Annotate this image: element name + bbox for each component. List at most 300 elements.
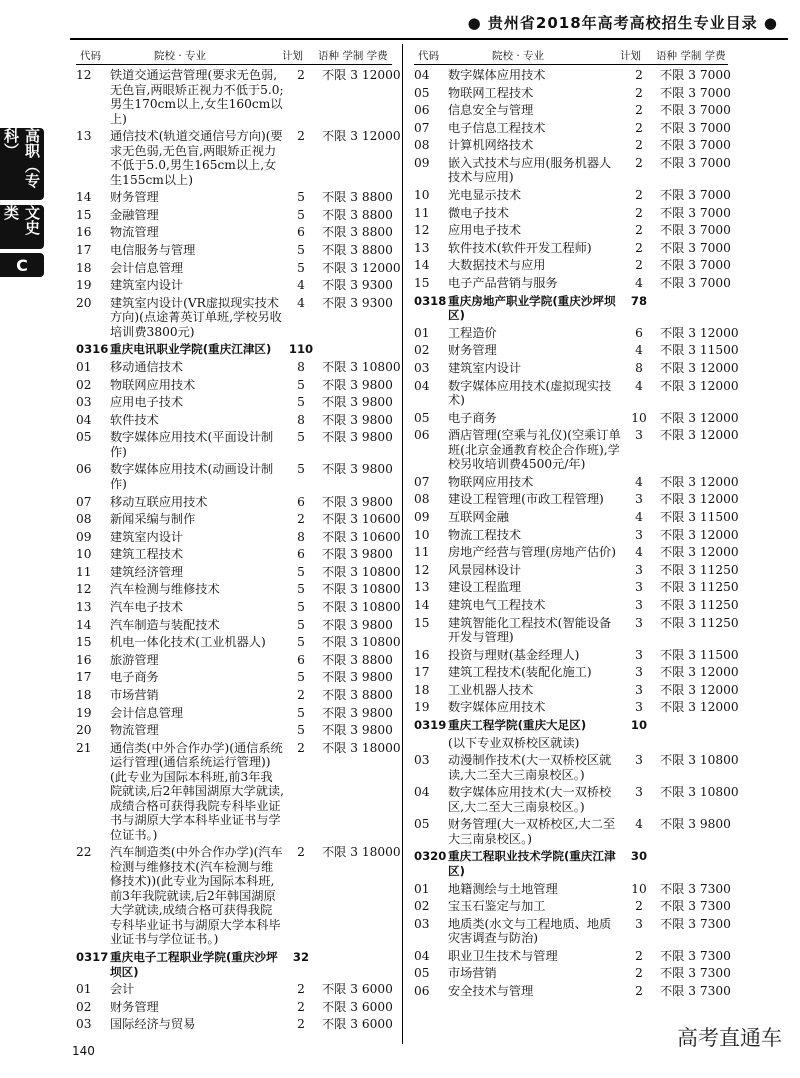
row-plan: 2 [635, 258, 643, 273]
row-name: 物联网工程技术 [448, 85, 534, 100]
row-name: 汽车检测与维修技术 [110, 582, 220, 597]
row-code: 02 [76, 999, 92, 1014]
row-info: 不限 3 9800 [322, 377, 393, 392]
major-row [414, 509, 739, 525]
row-info: 不限 3 9800 [322, 395, 393, 410]
major-row [414, 120, 731, 136]
row-info: 不限 3 9800 [322, 494, 393, 509]
row-name: 通信类(中外合作办学)(通信系统运行管理(通信系统运行管理))(此专业为国际本科班,前3年我院就读,后2年韩国湖原大学就读,成绩合格可获得我院专科毕业证书与湖原大学本科毕业证书与学位证书。) [110, 740, 284, 842]
row-info: 不限 3 12000 [660, 325, 739, 340]
row-plan: 6 [635, 325, 643, 340]
row-info: 不限 3 11500 [660, 647, 739, 662]
row-info: 不限 3 10800 [660, 753, 739, 768]
row-name: 酒店管理(空乘与礼仪)(空乘订单班(北京金通教育校企合作班),学校另收培训费4500元/年) [448, 428, 621, 472]
row-info: 不限 3 8800 [322, 688, 393, 703]
row-name: 市场营销 [110, 688, 159, 703]
row-code: 14 [414, 258, 430, 273]
row-info: 不限 3 12000 [660, 428, 739, 443]
row-plan: 10 [630, 718, 648, 732]
row-code: 03 [76, 1017, 92, 1032]
row-info: 不限 3 10600 [322, 512, 401, 527]
major-row [76, 462, 392, 491]
note-row [414, 736, 728, 751]
row-plan: 2 [297, 845, 305, 860]
row-plan: 2 [635, 948, 643, 963]
row-plan: 2 [297, 999, 305, 1014]
row-code: 08 [414, 138, 430, 153]
major-row [414, 597, 739, 613]
school-row [414, 294, 728, 323]
row-code: 15 [414, 276, 430, 291]
row-code: 08 [414, 492, 430, 507]
major-row [414, 360, 739, 376]
major-row [76, 706, 392, 721]
watermark: 高考直通车 [677, 1026, 782, 1050]
header-rule [70, 38, 788, 40]
row-name: 物流管理 [110, 723, 159, 738]
major-row [414, 682, 739, 698]
row-plan: 4 [297, 278, 305, 293]
row-plan: 5 [297, 207, 305, 222]
right-column [414, 48, 739, 1002]
row-info: 不限 3 12000 [322, 68, 401, 82]
major-row [414, 785, 739, 814]
row-plan: 5 [297, 395, 305, 410]
row-plan: 3 [635, 562, 643, 577]
right-column-header [414, 48, 728, 65]
row-name: 应用电子技术 [448, 223, 522, 238]
row-plan: 2 [635, 103, 643, 118]
major-row [414, 103, 731, 118]
row-name: 电子信息工程技术 [448, 120, 546, 135]
row-info: 不限 3 7000 [660, 138, 731, 153]
school-row [414, 718, 728, 733]
major-row [76, 1017, 392, 1032]
major-row [414, 138, 731, 153]
major-row [76, 296, 392, 340]
row-plan: 2 [635, 85, 643, 100]
row-info: 不限 3 12000 [322, 129, 401, 144]
row-plan: 2 [297, 1017, 305, 1032]
row-plan: 10 [631, 410, 647, 425]
major-row [414, 155, 731, 185]
row-plan: 2 [635, 223, 643, 238]
row-plan: 5 [297, 582, 305, 597]
row-plan: 5 [297, 564, 305, 579]
row-name: 物流管理 [110, 225, 159, 240]
row-plan: 2 [297, 68, 305, 82]
row-name: 会计 [110, 982, 135, 997]
row-info: 不限 3 7000 [660, 205, 731, 220]
page-number: 140 [72, 1044, 95, 1058]
row-code: 03 [414, 916, 430, 931]
row-name: 应用电子技术 [110, 395, 184, 410]
row-plan: 5 [297, 670, 305, 685]
row-info: 不限 3 7000 [660, 85, 731, 100]
major-row [414, 881, 731, 897]
row-name: 汽车电子技术 [110, 600, 184, 615]
row-plan: 5 [297, 723, 305, 738]
row-plan: 3 [635, 527, 643, 542]
row-info: 不限 3 11500 [660, 343, 739, 358]
major-row [414, 205, 731, 221]
row-info: 不限 3 7000 [660, 188, 731, 203]
left-list [76, 68, 401, 1032]
major-row [76, 278, 392, 293]
row-name: 电信服务与管理 [110, 242, 196, 257]
row-plan: 4 [635, 817, 643, 832]
row-name: 财务管理 [110, 999, 159, 1014]
major-row [76, 495, 392, 510]
row-info: 不限 3 10800 [322, 359, 401, 374]
row-name: 物联网应用技术 [110, 377, 196, 392]
major-row [414, 899, 731, 914]
row-name: 建筑室内设计(VR虚拟现实技术方向)(点途菁英订单班,学校另收培训费3800元) [110, 295, 282, 339]
row-code: 12 [414, 223, 430, 238]
row-name: 财务管理 [110, 190, 159, 205]
row-plan: 4 [297, 295, 305, 310]
major-row [76, 378, 392, 393]
row-info: 不限 3 6000 [322, 982, 393, 997]
row-info [318, 950, 392, 979]
row-info: 不限 3 18000 [322, 740, 401, 755]
row-code: 11 [414, 205, 430, 220]
row-code: 01 [414, 325, 430, 340]
row-plan: 4 [635, 545, 643, 560]
row-plan: 2 [297, 129, 305, 144]
header-plan: 计划 [282, 50, 303, 62]
row-code: 01 [76, 982, 92, 997]
row-code: 09 [76, 529, 92, 544]
header-info: 语种 学制 学费 [656, 50, 726, 62]
row-plan: 5 [297, 635, 305, 650]
row-name: 建设工程管理(市政工程管理) [448, 492, 604, 507]
row-info [656, 718, 728, 733]
row-info: 不限 3 9800 [322, 462, 393, 477]
row-plan: 2 [635, 188, 643, 203]
row-code: 04 [414, 785, 430, 800]
side-tab-letter: C [0, 253, 44, 277]
row-info: 不限 3 7300 [660, 916, 731, 931]
row-code: 22 [76, 845, 92, 860]
row-name: 数字媒体应用技术(大一双桥校区,大二至大三南泉校区。) [448, 785, 612, 814]
row-name: 工业机器人技术 [448, 682, 534, 697]
row-code [414, 736, 448, 751]
row-plan: 3 [635, 428, 643, 443]
row-name: 工程造价 [448, 325, 497, 340]
row-plan: 8 [297, 412, 305, 427]
row-code: 0319 [414, 718, 447, 732]
right-list [414, 68, 739, 999]
major-row [76, 600, 401, 615]
row-code: 05 [76, 430, 92, 445]
row-info: 不限 3 8800 [322, 190, 393, 205]
row-code: 08 [76, 512, 92, 527]
major-row [76, 635, 401, 650]
major-row [414, 188, 731, 203]
major-row [76, 430, 392, 459]
row-name: 国际经济与贸易 [110, 1017, 196, 1032]
row-plan: 2 [635, 984, 643, 999]
row-plan: 3 [635, 615, 643, 630]
row-name: 风景园林设计 [448, 562, 522, 577]
row-plan: 6 [297, 494, 305, 509]
row-name: 电子商务 [110, 670, 159, 685]
major-row [76, 359, 401, 375]
major-row [76, 740, 401, 843]
left-column-header [76, 48, 392, 65]
row-plan: 3 [635, 700, 643, 715]
major-row [414, 223, 731, 238]
row-code: 03 [76, 395, 92, 410]
row-code: 13 [76, 129, 92, 144]
row-plan: 5 [297, 705, 305, 720]
row-info: 不限 3 12000 [660, 700, 739, 715]
row-name: 财务管理 [448, 343, 497, 358]
row-name: 软件技术 [110, 412, 159, 427]
row-info: 不限 3 10800 [322, 564, 401, 579]
row-name: 建筑工程技术(装配化施工) [448, 665, 592, 680]
row-plan: 3 [635, 682, 643, 697]
row-name: 财务管理(大一双桥校区,大二至大三南泉校区。) [448, 817, 616, 846]
row-name: 建筑工程技术 [110, 547, 184, 562]
row-info: 不限 3 7300 [660, 948, 731, 963]
row-name: 嵌入式技术与应用(服务机器人技术与应用) [448, 155, 612, 185]
row-info: 不限 3 7000 [660, 276, 731, 291]
row-info: 不限 3 12000 [660, 682, 739, 697]
row-code: 19 [76, 278, 92, 293]
row-code: 05 [414, 410, 430, 425]
major-row [414, 562, 739, 578]
row-name: 数字媒体应用技术(动画设计制作) [110, 462, 274, 491]
row-plan: 3 [635, 597, 643, 612]
row-plan: 30 [630, 849, 648, 864]
row-info: 不限 3 8800 [322, 242, 393, 257]
row-info: 不限 3 7000 [660, 68, 731, 82]
row-name: 建设工程监理 [448, 580, 522, 595]
major-row [414, 948, 731, 964]
row-plan: 3 [635, 647, 643, 662]
row-plan: 2 [297, 740, 305, 755]
row-code: 12 [76, 68, 92, 82]
row-info: 不限 3 11250 [660, 597, 739, 612]
row-plan: 4 [635, 378, 643, 393]
row-plan: 2 [635, 155, 643, 170]
row-info: 不限 3 7000 [660, 258, 731, 273]
row-code: 03 [414, 360, 430, 375]
major-row [414, 984, 731, 999]
major-row [76, 653, 392, 668]
row-code: 06 [76, 462, 92, 477]
row-info: 不限 3 10800 [322, 600, 401, 615]
row-plan: 3 [635, 665, 643, 680]
row-code: 04 [414, 68, 430, 82]
row-info: 不限 3 7000 [660, 120, 731, 135]
row-name: 建筑电气工程技术 [448, 597, 546, 612]
school-row [76, 950, 392, 979]
row-info: 不限 3 7300 [660, 899, 731, 914]
row-code: 05 [414, 966, 430, 981]
major-row [76, 723, 392, 738]
major-row [414, 665, 739, 680]
row-code: 19 [414, 700, 430, 715]
row-plan: 5 [297, 242, 305, 257]
major-row [414, 753, 739, 782]
row-name: 物联网应用技术 [448, 474, 534, 489]
row-name: 安全技术与管理 [448, 984, 534, 999]
row-name: 动漫制作技术(大一双桥校区就读,大二至大三南泉校区。) [448, 753, 612, 782]
row-plan: 3 [635, 492, 643, 507]
row-name: 建筑室内设计 [110, 529, 184, 544]
row-name: 重庆工程学院(重庆大足区) [448, 718, 587, 732]
row-info: 不限 3 7000 [660, 155, 731, 170]
row-code: 02 [76, 377, 92, 392]
row-info: 不限 3 11250 [660, 562, 739, 577]
row-code: 05 [414, 817, 430, 832]
row-name: 新闻采编与制作 [110, 512, 196, 527]
row-name: 重庆房地产职业学院(重庆沙坪坝区) [448, 293, 616, 323]
row-code: 02 [414, 343, 430, 358]
row-name: 投资与理财(基金经理人) [448, 647, 580, 662]
row-code: 03 [414, 753, 430, 768]
row-code: 17 [76, 670, 92, 685]
major-row [76, 225, 392, 240]
row-code: 01 [414, 881, 430, 896]
row-code: 04 [76, 412, 92, 427]
row-code: 13 [76, 600, 92, 615]
row-name: 重庆电讯职业学院(重庆江津区) [110, 342, 272, 357]
row-plan: 5 [297, 377, 305, 392]
row-code: 15 [76, 635, 92, 650]
major-row [414, 492, 739, 507]
row-plan: 2 [297, 982, 305, 997]
row-plan: 3 [635, 753, 643, 768]
row-name: 金融管理 [110, 207, 159, 222]
row-info: 不限 3 12000 [660, 527, 739, 542]
row-plan: 6 [297, 225, 305, 240]
left-column [76, 48, 401, 1035]
major-row [76, 618, 392, 633]
row-plan: 2 [635, 899, 643, 914]
row-code: 09 [414, 155, 430, 170]
major-row [414, 527, 739, 543]
row-name: 重庆工程职业技术学院(重庆江津区) [448, 849, 616, 878]
row-name: 建筑经济管理 [110, 564, 184, 579]
row-info: 不限 3 7300 [660, 881, 731, 896]
major-row [76, 582, 401, 597]
row-code: 0318 [414, 293, 447, 308]
row-name: 地质类(水文与工程地质、地质灾害调查与防治) [448, 916, 612, 946]
row-code: 04 [414, 378, 430, 393]
row-name: 建筑智能化工程技术(智能设备开发与管理) [448, 615, 612, 645]
row-plan: 8 [297, 359, 305, 374]
major-row [414, 325, 739, 341]
row-name: 会计信息管理 [110, 260, 184, 275]
major-row [414, 615, 739, 645]
row-info: 不限 3 7000 [660, 103, 731, 118]
row-info: 不限 3 12000 [322, 260, 401, 275]
school-row [414, 849, 728, 878]
row-code: 15 [76, 207, 92, 222]
row-name: 重庆电子工程职业学院(重庆沙坪坝区) [110, 950, 278, 979]
row-plan: 3 [635, 916, 643, 931]
row-plan: 4 [635, 509, 643, 524]
row-name: 会计信息管理 [110, 705, 184, 720]
row-name: 汽车制造与装配技术 [110, 617, 220, 632]
row-info: 不限 3 11250 [660, 615, 739, 630]
row-code: 07 [414, 474, 430, 489]
row-code: 01 [76, 359, 92, 374]
major-row [76, 1000, 392, 1015]
row-info: 不限 3 9300 [322, 295, 393, 310]
major-row [414, 580, 739, 595]
row-plan: 5 [297, 190, 305, 205]
row-info: 不限 3 9800 [322, 547, 393, 562]
row-info: 不限 3 11500 [660, 509, 739, 524]
major-row [414, 474, 739, 490]
school-row [76, 342, 392, 357]
row-code: 17 [76, 242, 92, 257]
row-name: 地籍测绘与土地管理 [448, 881, 558, 896]
major-row [414, 700, 739, 715]
row-name: 数字媒体应用技术 [448, 700, 546, 715]
row-name: 大数据技术与应用 [448, 258, 546, 273]
header-code: 代码 [418, 50, 439, 62]
row-info: 不限 3 9800 [322, 723, 393, 738]
row-info: 不限 3 6000 [322, 999, 393, 1014]
row-code: 06 [414, 984, 430, 999]
major-row [76, 529, 401, 545]
row-plan: 8 [635, 360, 643, 375]
header-plan: 计划 [620, 50, 641, 62]
row-name: 建筑室内设计 [110, 278, 184, 293]
row-name: (以下专业双桥校区就读) [448, 735, 580, 750]
header-name: 院校 · 专业 [154, 50, 207, 62]
row-info: 不限 3 12000 [660, 410, 739, 425]
row-info: 不限 3 7000 [660, 240, 731, 255]
row-code: 10 [414, 188, 430, 203]
row-code: 13 [414, 580, 430, 595]
row-info: 不限 3 8800 [322, 225, 393, 240]
major-row [414, 428, 739, 472]
row-code: 11 [414, 545, 430, 560]
header-name: 院校 · 专业 [492, 50, 545, 62]
row-info: 不限 3 9800 [322, 670, 393, 685]
row-name: 软件技术(软件开发工程师) [448, 240, 592, 255]
row-code: 21 [76, 740, 92, 755]
row-plan: 4 [635, 474, 643, 489]
major-row [414, 68, 731, 83]
row-name: 建筑室内设计 [448, 360, 522, 375]
column-divider [402, 44, 403, 1044]
row-info: 不限 3 9800 [322, 705, 393, 720]
row-name: 市场营销 [448, 966, 497, 981]
row-code: 11 [76, 564, 92, 579]
row-code: 16 [76, 652, 92, 667]
row-plan: 2 [635, 138, 643, 153]
row-info: 不限 3 9800 [660, 817, 731, 832]
row-name: 移动互联应用技术 [110, 494, 208, 509]
row-info: 不限 3 12000 [660, 474, 739, 489]
row-plan: 2 [297, 512, 305, 527]
row-plan: 2 [635, 966, 643, 981]
row-name: 微电子技术 [448, 205, 509, 220]
row-name: 通信技术(轨道交通信号方向)(要求无色弱,无色盲,两眼矫正视力不低于5.0,男生165cm以上,女生155cm以上) [110, 129, 283, 187]
side-tab-liberal-arts: 文史类 [0, 205, 44, 249]
row-plan: 3 [635, 785, 643, 800]
row-code: 17 [414, 665, 430, 680]
row-name: 光电显示技术 [448, 188, 522, 203]
